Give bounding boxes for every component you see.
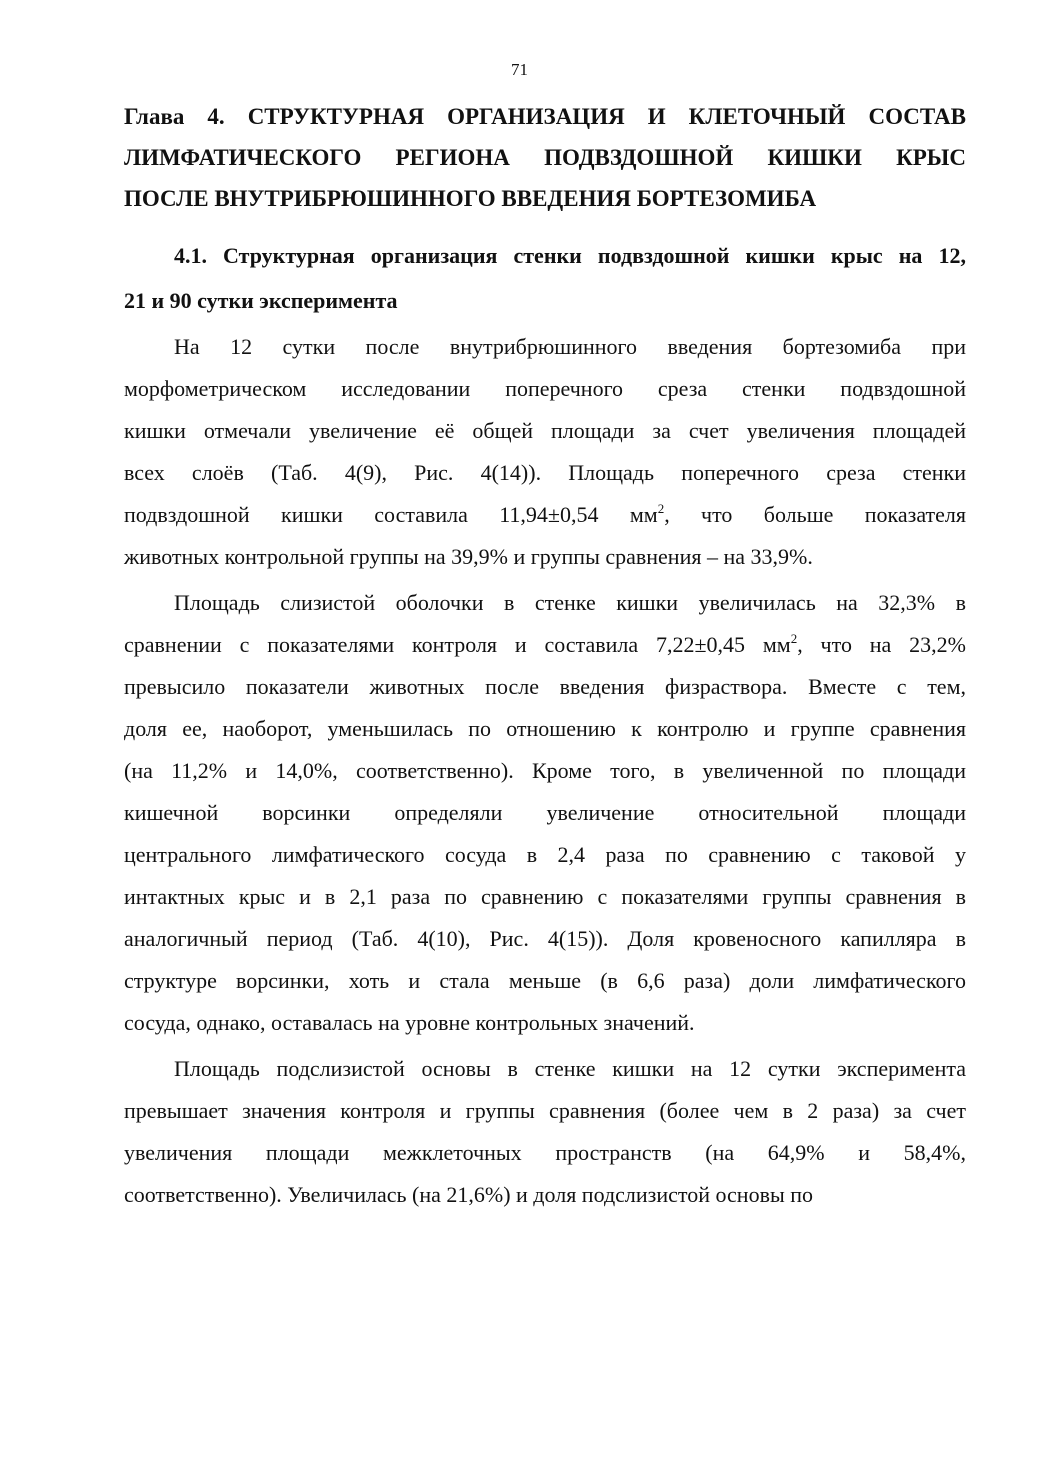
text-line: Площадь подслизистой основы в стенке кишки на 12 сутки эксперимента (174, 1056, 966, 1081)
paragraph-1 (124, 326, 966, 578)
section-title (124, 233, 966, 323)
text-segment: , что больше показателя (664, 502, 966, 527)
text-line: всех слоёв (Таб. 4(9), Рис. 4(14)). Площадь поперечного среза стенки (124, 460, 966, 485)
text-line: животных контрольной группы на 39,9% и группы сравнения – на 33,9%. (124, 544, 813, 569)
section-title-line: 21 и 90 сутки эксперимента (124, 288, 398, 313)
text-line: Площадь слизистой оболочки в стенке кишки увеличилась на 32,3% в (174, 590, 966, 615)
text-line: соответственно). Увеличилась (на 21,6%) и доля подслизистой основы по (124, 1182, 814, 1207)
text-line: сосуда, однако, оставалась на уровне контрольных значений. (124, 1010, 695, 1035)
text-line: На 12 сутки после внутрибрюшинного введения бортезомиба при (174, 334, 966, 359)
text-line: аналогичный период (Таб. 4(10), Рис. 4(15)). Доля кровеносного капилляра в (124, 926, 966, 951)
chapter-title-line: Глава 4. СТРУКТУРНАЯ ОРГАНИЗАЦИЯ И КЛЕТОЧНЫЙ СОСТАВ (124, 104, 966, 129)
body-text (124, 326, 966, 1216)
text-line: превысило показатели животных после введения физраствора. Вместе с тем, (124, 674, 966, 699)
text-segment: сравнении с показателями контроля и составила 7,22±0,45 мм (124, 632, 791, 657)
paragraph-2 (124, 582, 966, 1044)
text-segment: подвздошной кишки составила 11,94±0,54 мм (124, 502, 658, 527)
text-line: морфометрическом исследовании поперечного среза стенки подвздошной (124, 376, 966, 401)
chapter-title (124, 96, 966, 219)
text-line (124, 624, 966, 666)
superscript: 2 (790, 631, 798, 646)
chapter-title-line: ЛИМФАТИЧЕСКОГО РЕГИОНА ПОДВЗДОШНОЙ КИШКИ КРЫС (124, 145, 966, 170)
text-line: структуре ворсинки, хоть и стала меньше (в 6,6 раза) доли лимфатического (124, 968, 966, 993)
section-title-line: 4.1. Структурная организация стенки подвздошной кишки крыс на 12, (174, 243, 966, 268)
text-segment: , что на 23,2% (797, 632, 966, 657)
text-line: превышает значения контроля и группы сравнения (более чем в 2 раза) за счет (124, 1098, 966, 1123)
text-line: доля ее, наоборот, уменьшилась по отношению к контролю и группе сравнения (124, 716, 966, 741)
text-line: центрального лимфатического сосуда в 2,4 раза по сравнению с таковой у (124, 842, 966, 867)
text-line: кишечной ворсинки определяли увеличение относительной площади (124, 800, 966, 825)
text-line: кишки отмечали увеличение её общей площади за счет увеличения площадей (124, 418, 966, 443)
chapter-title-line: ПОСЛЕ ВНУТРИБРЮШИННОГО ВВЕДЕНИЯ БОРТЕЗОМИБА (124, 186, 817, 211)
text-line: интактных крыс и в 2,1 раза по сравнению с показателями группы сравнения в (124, 884, 966, 909)
paragraph-3 (124, 1048, 966, 1216)
text-line (124, 494, 966, 536)
superscript: 2 (657, 501, 665, 516)
page-number: 71 (511, 60, 528, 79)
text-line: увеличения площади межклеточных пространств (на 64,9% и 58,4%, (124, 1140, 966, 1165)
text-line: (на 11,2% и 14,0%, соответственно). Кроме того, в увеличенной по площади (124, 758, 966, 783)
